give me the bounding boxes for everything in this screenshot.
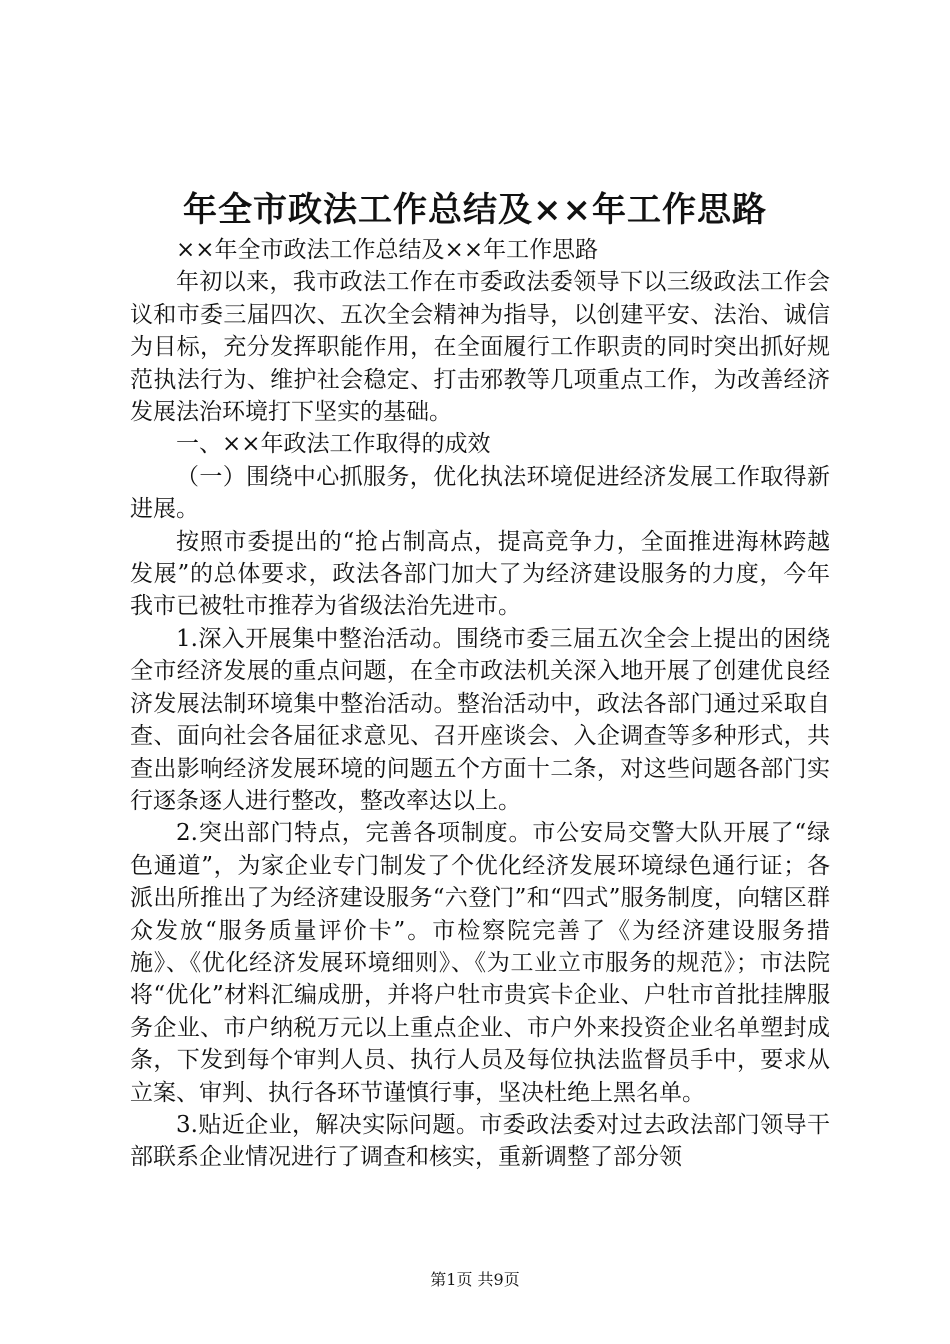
- page-number-footer: 第1页 共9页: [430, 1270, 520, 1289]
- paragraph-item-1: 1.深入开展集中整治活动。围绕市委三届五次全会上提出的困绕全市经济发展的重点问题，在全市政法机关深入地开展了创建优良经济发展法制环境集中整治活动。整治活动中，政法各部门通过采取自查、面向社会各届征求意见、召开座谈会、入企调查等多种形式，共查出影响经济发展环境的问题五个方面十二条，对这些问题各部门实行逐条逐人进行整改，整改率达以上。: [130, 625, 830, 814]
- paragraph-item-3: 3.贴近企业，解决实际问题。市委政法委对过去政法部门领导干部联系企业情况进行了调查和核实，重新调整了部分领: [130, 1111, 830, 1171]
- document-title: 年全市政法工作总结及××年工作思路: [183, 190, 767, 230]
- paragraph-intro: 年初以来，我市政法工作在市委政法委领导下以三级政法工作会议和市委三届四次、五次全会精神为指导，以创建平安、法治、诚信为目标，充分发挥职能作用，在全面履行工作职责的同时突出抓好规范执法行为、维护社会稳定、打击邪教等几项重点工作，为改善经济发展法治环境打下坚实的基础。: [130, 269, 830, 426]
- section-heading-achievements: 一、××年政法工作取得的成效: [176, 431, 491, 458]
- document-body: [130, 234, 830, 1174]
- subsection-heading-1: （一）围绕中心抓服务，优化执法环境促进经济发展工作取得新进展。: [130, 463, 830, 523]
- paragraph-heading-repeat: ××年全市政法工作总结及××年工作思路: [176, 237, 599, 263]
- paragraph-requirements: 按照市委提出的“抢占制高点，提高竞争力，全面推进海林跨越发展”的总体要求，政法各部门加大了为经济建设服务的力度，今年我市已被牡市推荐为省级法治先进市。: [130, 528, 830, 620]
- paragraph-item-2: 2.突出部门特点，完善各项制度。市公安局交警大队开展了“绿色通道”，为家企业专门制发了个优化经济发展环境绿色通行证；各派出所推出了为经济建设服务“六登门”和“四式”服务制度，向辖区群众发放“服务质量评价卡”。市检察院完善了《为经济建设服务措施》、《优化经济发展环境细则》、《为工业立市服务的规范》；市法院将“优化”材料汇编成册，并将户牡市贵宾卡企业、户牡市首批挂牌服务企业、市户纳税万元以上重点企业、市户外来投资企业名单塑封成条，下发到每个审判人员、执行人员及每位执法监督员手中，要求从立案、审判、执行各环节谨慎行事，坚决杜绝上黑名单。: [130, 820, 830, 1106]
